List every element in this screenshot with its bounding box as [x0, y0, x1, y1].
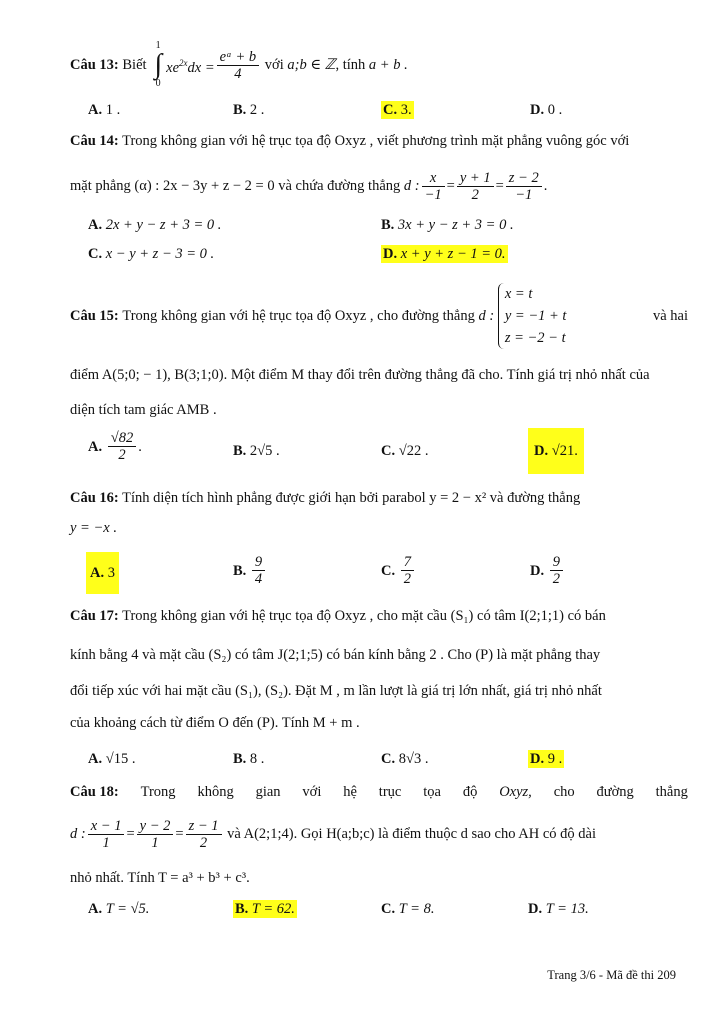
- q14-d: d :: [403, 178, 420, 194]
- question-14-line2: mặt phẳng (α) : 2x − 3y + z − 2 = 0 và chứa đường thẳng d : $\frac{x}{-1}$ = $\frac{y + 1}{2}$ = $\frac{z - 2}{-1}$ .: [70, 169, 548, 203]
- q14-line2: mặt phẳng (α) : 2x − 3y + z − 2 = 0 và chứa đường thẳng: [70, 178, 401, 194]
- q18-option-b[interactable]: B. T = 62.: [235, 901, 295, 917]
- q17-line2: kính bằng 4 và mặt cầu (S₂) có tâm J(2;1;5) có bán kính bằng 2 . Cho (P) là mặt phẳng thay: [70, 647, 601, 663]
- integral-upper: 1: [155, 40, 161, 51]
- question-13: [70, 40, 688, 90]
- q18-option-c[interactable]: C. T = 8.: [381, 901, 435, 917]
- q17-text: Trong không gian với hệ trục tọa độ Oxyz , cho mặt cầu (S₁) có tâm I(2;1;1) có bán: [122, 608, 606, 624]
- q17-option-c[interactable]: C. 8√3 .: [381, 751, 429, 767]
- q16-text: Tính diện tích hình phẳng được giới hạn bởi parabol y = 2 − x² và đường thẳng: [122, 490, 581, 506]
- integrand: $xe^{2x}dx$ =: [166, 57, 215, 76]
- integral-symbol: 1 ∫ 0: [154, 40, 162, 89]
- q15-tail: và hai: [652, 308, 688, 324]
- q18-word: trục: [378, 784, 402, 800]
- q17-option-d[interactable]: D. 9 .: [530, 751, 563, 767]
- q15-option-b[interactable]: B. 2√5 .: [233, 443, 280, 459]
- q15-line3: diện tích tam giác AMB .: [70, 402, 217, 418]
- q18-frac-2: $\frac{y - 2}{1}$: [137, 818, 174, 851]
- q15-option-c[interactable]: C. √22 .: [381, 443, 429, 459]
- q16-option-c[interactable]: C. $\frac{7}{2}$: [381, 554, 416, 587]
- q18-word: thẳng: [655, 784, 688, 800]
- q13-text-a: Biết: [122, 57, 147, 73]
- q18-frac-1: $\frac{x - 1}{1}$: [88, 818, 125, 851]
- question-18-line2: d : $\frac{x - 1}{1}$ = $\frac{y - 2}{1}$ = $\frac{z - 1}{2}$ và A(2;1;4). Gọi H(a;b;c) là điểm thuộc d sao cho AH có độ dài: [70, 817, 596, 851]
- q14-frac-3: $\frac{z - 2}{-1}$: [506, 170, 542, 203]
- question-15-line1: [70, 280, 688, 352]
- q14-frac-2: $\frac{y + 1}{2}$: [457, 170, 494, 203]
- q17-option-a[interactable]: A. √15 .: [88, 751, 136, 767]
- q16-option-d[interactable]: D. $\frac{9}{2}$: [530, 554, 565, 587]
- q13-text-b: với: [264, 57, 284, 73]
- q13-fraction: $\frac{\text{eᵃ + b}}{4}$: [217, 49, 260, 82]
- q18-word: Oxyz,: [499, 784, 532, 800]
- q13-option-c[interactable]: C. 3.: [383, 102, 412, 118]
- q13-label: Câu 13:: [70, 57, 119, 73]
- question-16-line2: y = −x .: [70, 520, 117, 536]
- q18-word: đường: [596, 784, 634, 800]
- q18-word: cho: [553, 784, 575, 800]
- page-footer: Trang 3/6 - Mã đề thi 209: [547, 968, 676, 982]
- q18-line2: và A(2;1;4). Gọi H(a;b;c) là điểm thuộc d sao cho AH có độ dài: [227, 826, 596, 842]
- integral-lower: 0: [155, 78, 161, 89]
- q16-option-b[interactable]: B. $\frac{9}{4}$: [233, 554, 267, 587]
- question-16-line1: [70, 488, 688, 508]
- q17-label: Câu 17:: [70, 608, 119, 624]
- q13-option-d[interactable]: D. 0 .: [530, 102, 563, 118]
- q18-line3: nhỏ nhất. Tính T = a³ + b³ + c³.: [70, 870, 250, 886]
- q16-option-a[interactable]: A. 3: [86, 552, 119, 594]
- q18-d: d :: [70, 826, 86, 842]
- q16-label: Câu 16:: [70, 490, 119, 506]
- q18-option-d[interactable]: D. T = 13.: [528, 901, 589, 917]
- q18-label: Câu 18:: [70, 784, 119, 800]
- q14-option-b[interactable]: B. 3x + y − z + 3 = 0 .: [381, 217, 514, 233]
- q18-option-a[interactable]: A. T = √5.: [88, 901, 150, 917]
- q18-frac-3: $\frac{z - 1}{2}$: [186, 818, 222, 851]
- q18-word: tọa: [423, 784, 441, 800]
- q17-line3: đổi tiếp xúc với hai mặt cầu (S₁), (S₂). Đặt M , m lần lượt là giá trị lớn nhất, giá trị nhỏ nhất: [70, 683, 602, 699]
- q18-word: Trong: [140, 784, 176, 800]
- q15-text: Trong không gian với hệ trục tọa độ Oxyz , cho đường thẳng: [122, 308, 475, 324]
- q17-option-b[interactable]: B. 8 .: [233, 751, 265, 767]
- q15-option-a[interactable]: A. $\frac{√82}{2}$ .: [88, 430, 142, 463]
- q14-option-a[interactable]: A. 2x + y − z + 3 = 0 .: [88, 217, 222, 233]
- q14-label: Câu 14:: [70, 133, 119, 149]
- q15-option-d[interactable]: D. √21.: [528, 428, 584, 474]
- q18-word: gian: [255, 784, 281, 800]
- q18-word: hệ: [343, 784, 357, 800]
- q17-line4: của khoảng cách từ điểm O đến (P). Tính M + m .: [70, 715, 360, 731]
- q14-frac-1: $\frac{x}{-1}$: [422, 170, 445, 203]
- q13-option-a[interactable]: A. 1 .: [88, 102, 121, 118]
- q13-text-c: , tính: [335, 57, 366, 73]
- q18-word: với: [302, 784, 322, 800]
- q14-option-c[interactable]: C. x − y + z − 3 = 0 .: [88, 246, 215, 262]
- q13-cond: a;b ∈ ℤ: [287, 57, 336, 73]
- q15-line2: điểm A(5;0; − 1), B(3;1;0). Một điểm M thay đổi trên đường thẳng đã cho. Tính giá trị nhỏ nhất của: [70, 367, 650, 383]
- q13-option-b[interactable]: B. 2 .: [233, 102, 265, 118]
- question-18-line1: [70, 782, 688, 802]
- q14-text: Trong không gian với hệ trục tọa độ Oxyz , viết phương trình mặt phẳng vuông góc với: [122, 133, 630, 149]
- question-14-line1: [70, 131, 688, 151]
- q14-option-d[interactable]: D. x + y + z − 1 = 0.: [383, 246, 506, 262]
- q18-word: độ: [462, 784, 478, 800]
- q18-word: không: [197, 784, 234, 800]
- q15-d: d :: [478, 308, 495, 324]
- q13-expr: a + b .: [368, 57, 408, 73]
- question-17-line1: [70, 606, 688, 626]
- q15-system: x = t y = −1 + t z = −2 − t: [498, 283, 567, 349]
- q15-label: Câu 15:: [70, 308, 119, 324]
